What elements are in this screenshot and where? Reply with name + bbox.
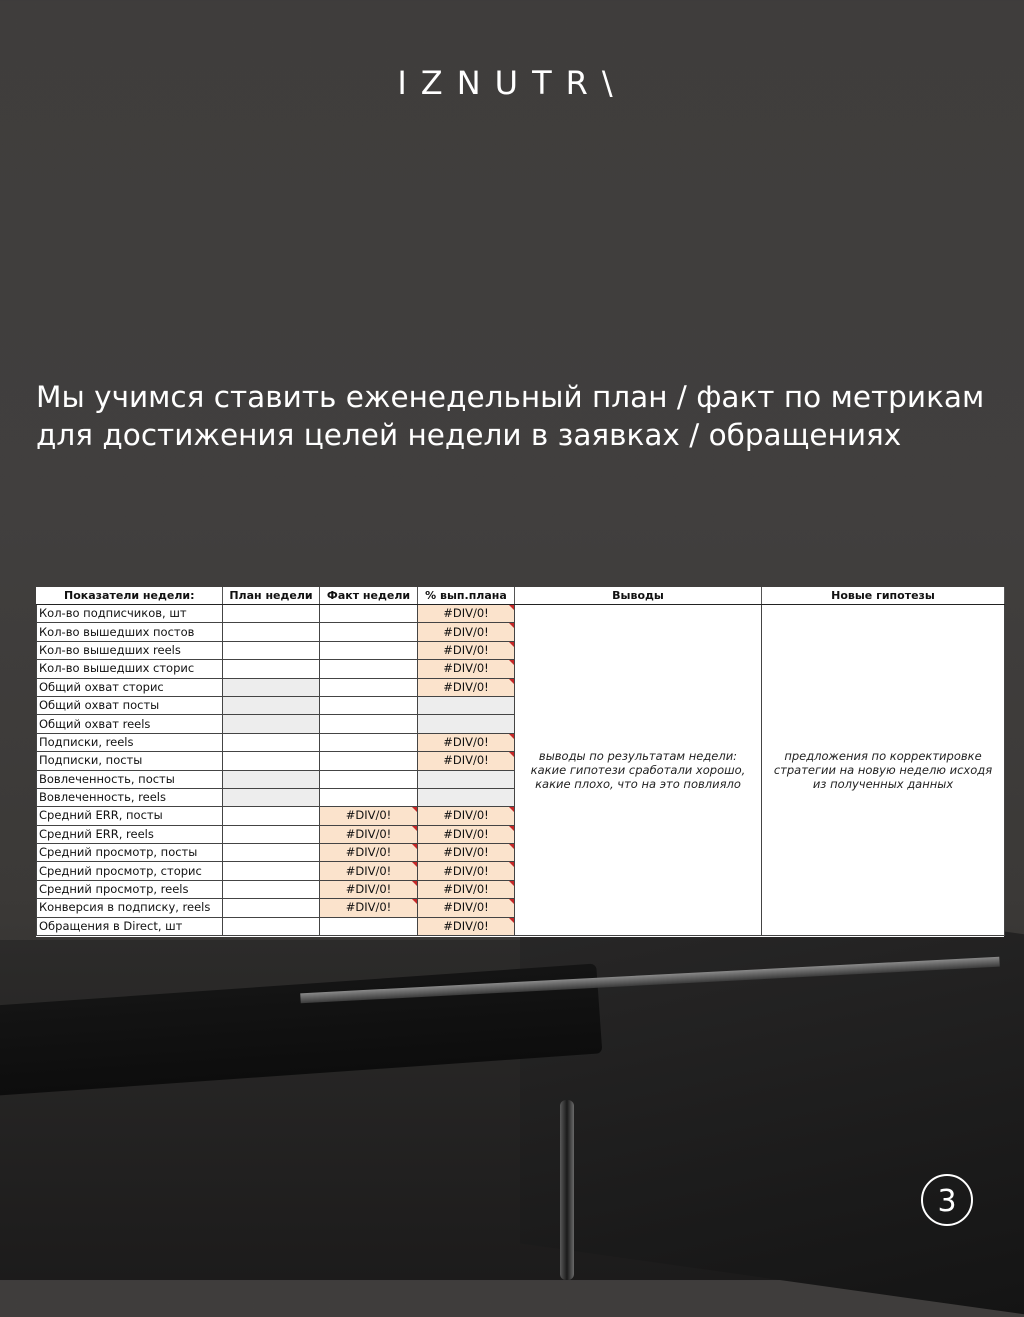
metrics-table: [36, 587, 1005, 936]
header-conclusions: Выводы: [515, 587, 762, 605]
fact-cell[interactable]: [320, 696, 418, 714]
percent-cell[interactable]: [418, 770, 515, 788]
metric-label[interactable]: Средний ERR, посты: [37, 807, 223, 825]
percent-cell[interactable]: [418, 696, 515, 714]
fact-cell[interactable]: [320, 752, 418, 770]
page-number-badge: 3: [921, 1174, 973, 1226]
metric-label[interactable]: Общий охват reels: [37, 715, 223, 733]
plan-cell[interactable]: [223, 752, 320, 770]
fact-cell[interactable]: #DIV/0!: [320, 825, 418, 843]
header-metrics: Показатели недели:: [37, 587, 223, 605]
fact-cell[interactable]: [320, 715, 418, 733]
plan-cell[interactable]: [223, 605, 320, 623]
plan-cell[interactable]: [223, 862, 320, 880]
background-chair-leg: [560, 1100, 574, 1280]
metric-label[interactable]: Средний просмотр, посты: [37, 844, 223, 862]
fact-cell[interactable]: [320, 641, 418, 659]
plan-cell[interactable]: [223, 880, 320, 898]
percent-cell[interactable]: #DIV/0!: [418, 623, 515, 641]
fact-cell[interactable]: [320, 605, 418, 623]
percent-cell[interactable]: #DIV/0!: [418, 917, 515, 935]
plan-cell[interactable]: [223, 623, 320, 641]
percent-cell[interactable]: #DIV/0!: [418, 605, 515, 623]
metric-label[interactable]: Кол-во вышедших сторис: [37, 660, 223, 678]
percent-cell[interactable]: #DIV/0!: [418, 733, 515, 751]
metric-label[interactable]: Общий охват сторис: [37, 678, 223, 696]
metric-label[interactable]: Подписки, reels: [37, 733, 223, 751]
plan-cell[interactable]: [223, 899, 320, 917]
headline-line-2: для достижения целей недели в заявках / обращениях: [36, 418, 902, 452]
fact-cell[interactable]: #DIV/0!: [320, 807, 418, 825]
percent-cell[interactable]: #DIV/0!: [418, 678, 515, 696]
fact-cell[interactable]: [320, 660, 418, 678]
fact-cell[interactable]: [320, 733, 418, 751]
conclusions-cell[interactable]: выводы по результатам недели: какие гипотези сработали хорошо, какие плохо, что на это повлияло: [515, 605, 762, 936]
plan-cell[interactable]: [223, 788, 320, 806]
percent-cell[interactable]: #DIV/0!: [418, 807, 515, 825]
fact-cell[interactable]: #DIV/0!: [320, 844, 418, 862]
metric-label[interactable]: Вовлеченность, посты: [37, 770, 223, 788]
header-plan: План недели: [223, 587, 320, 605]
metric-label[interactable]: Средний ERR, reels: [37, 825, 223, 843]
plan-cell[interactable]: [223, 715, 320, 733]
plan-cell[interactable]: [223, 733, 320, 751]
percent-cell[interactable]: [418, 715, 515, 733]
plan-cell[interactable]: [223, 660, 320, 678]
plan-cell[interactable]: [223, 917, 320, 935]
metric-label[interactable]: Средний просмотр, reels: [37, 880, 223, 898]
weekly-metrics-table: [36, 587, 1004, 937]
percent-cell[interactable]: #DIV/0!: [418, 844, 515, 862]
fact-cell[interactable]: [320, 623, 418, 641]
metric-label[interactable]: Средний просмотр, сторис: [37, 862, 223, 880]
percent-cell[interactable]: #DIV/0!: [418, 880, 515, 898]
fact-cell[interactable]: [320, 917, 418, 935]
metric-label[interactable]: Кол-во подписчиков, шт: [37, 605, 223, 623]
percent-cell[interactable]: #DIV/0!: [418, 660, 515, 678]
percent-cell[interactable]: #DIV/0!: [418, 752, 515, 770]
metric-label[interactable]: Вовлеченность, reels: [37, 788, 223, 806]
percent-cell[interactable]: [418, 788, 515, 806]
plan-cell[interactable]: [223, 641, 320, 659]
table-header-row: [37, 587, 1005, 605]
fact-cell[interactable]: [320, 678, 418, 696]
headline: [36, 378, 996, 454]
plan-cell[interactable]: [223, 678, 320, 696]
percent-cell[interactable]: #DIV/0!: [418, 899, 515, 917]
hypotheses-cell[interactable]: предложения по корректировке стратегии на новую неделю исходя из полученных данных: [762, 605, 1005, 936]
metric-label[interactable]: Кол-во вышедших reels: [37, 641, 223, 659]
brand-logo: IZNUTR\: [397, 64, 627, 102]
table-row: [37, 605, 1005, 623]
header-hypotheses: Новые гипотезы: [762, 587, 1005, 605]
metric-label[interactable]: Общий охват посты: [37, 696, 223, 714]
header-percent: % вып.плана: [418, 587, 515, 605]
fact-cell[interactable]: [320, 788, 418, 806]
metric-label[interactable]: Кол-во вышедших постов: [37, 623, 223, 641]
fact-cell[interactable]: #DIV/0!: [320, 899, 418, 917]
plan-cell[interactable]: [223, 696, 320, 714]
percent-cell[interactable]: #DIV/0!: [418, 825, 515, 843]
fact-cell[interactable]: #DIV/0!: [320, 862, 418, 880]
fact-cell[interactable]: [320, 770, 418, 788]
plan-cell[interactable]: [223, 825, 320, 843]
headline-line-1: Мы учимся ставить еженедельный план / факт по метрикам: [36, 380, 985, 414]
fact-cell[interactable]: #DIV/0!: [320, 880, 418, 898]
plan-cell[interactable]: [223, 807, 320, 825]
plan-cell[interactable]: [223, 770, 320, 788]
percent-cell[interactable]: #DIV/0!: [418, 641, 515, 659]
metric-label[interactable]: Обращения в Direct, шт: [37, 917, 223, 935]
percent-cell[interactable]: #DIV/0!: [418, 862, 515, 880]
header-fact: Факт недели: [320, 587, 418, 605]
metric-label[interactable]: Подписки, посты: [37, 752, 223, 770]
plan-cell[interactable]: [223, 844, 320, 862]
metric-label[interactable]: Конверсия в подписку, reels: [37, 899, 223, 917]
